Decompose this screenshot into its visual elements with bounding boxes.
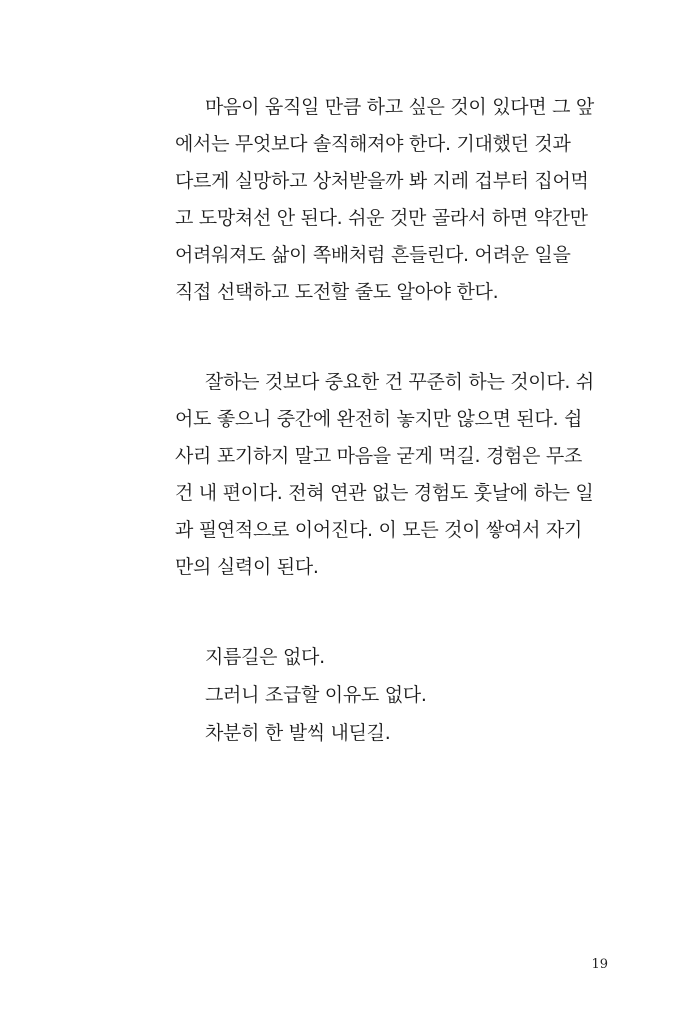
paragraph-line: 어도 좋으니 중간에 완전히 놓지만 않으면 된다. 쉽 xyxy=(175,408,582,430)
paragraph-line: 지름길은 없다. xyxy=(205,646,325,668)
page-number: 19 xyxy=(591,957,608,972)
paragraph-2 xyxy=(175,364,615,586)
paragraph-line: 과 필연적으로 이어진다. 이 모든 것이 쌓여서 자기 xyxy=(175,519,582,541)
paragraph-3 xyxy=(175,638,615,752)
paragraph-line: 차분히 한 발씩 내딛길. xyxy=(205,722,391,744)
paragraph-line: 그러니 조급할 이유도 없다. xyxy=(205,684,427,706)
paragraph-line: 건 내 편이다. 전혀 연관 없는 경험도 훗날에 하는 일 xyxy=(175,482,594,504)
paragraph-line: 고 도망쳐선 안 된다. 쉬운 것만 골라서 하면 약간만 xyxy=(175,207,588,229)
paragraph-line: 직접 선택하고 도전할 줄도 알아야 한다. xyxy=(175,281,499,303)
paragraph-line: 어려워져도 삶이 쪽배처럼 흔들린다. 어려운 일을 xyxy=(175,244,571,266)
paragraph-1 xyxy=(175,89,615,311)
paragraph-line: 에서는 무엇보다 솔직해져야 한다. 기대했던 것과 xyxy=(175,133,571,155)
paragraph-line: 마음이 움직일 만큼 하고 싶은 것이 있다면 그 앞 xyxy=(205,96,594,118)
paragraph-line: 만의 실력이 된다. xyxy=(175,556,319,578)
paragraph-line: 사리 포기하지 말고 마음을 굳게 먹길. 경험은 무조 xyxy=(175,445,582,467)
paragraph-line: 다르게 실망하고 상처받을까 봐 지레 겁부터 집어먹 xyxy=(175,170,589,192)
paragraph-line: 잘하는 것보다 중요한 건 꾸준히 하는 것이다. 쉬 xyxy=(205,371,594,393)
